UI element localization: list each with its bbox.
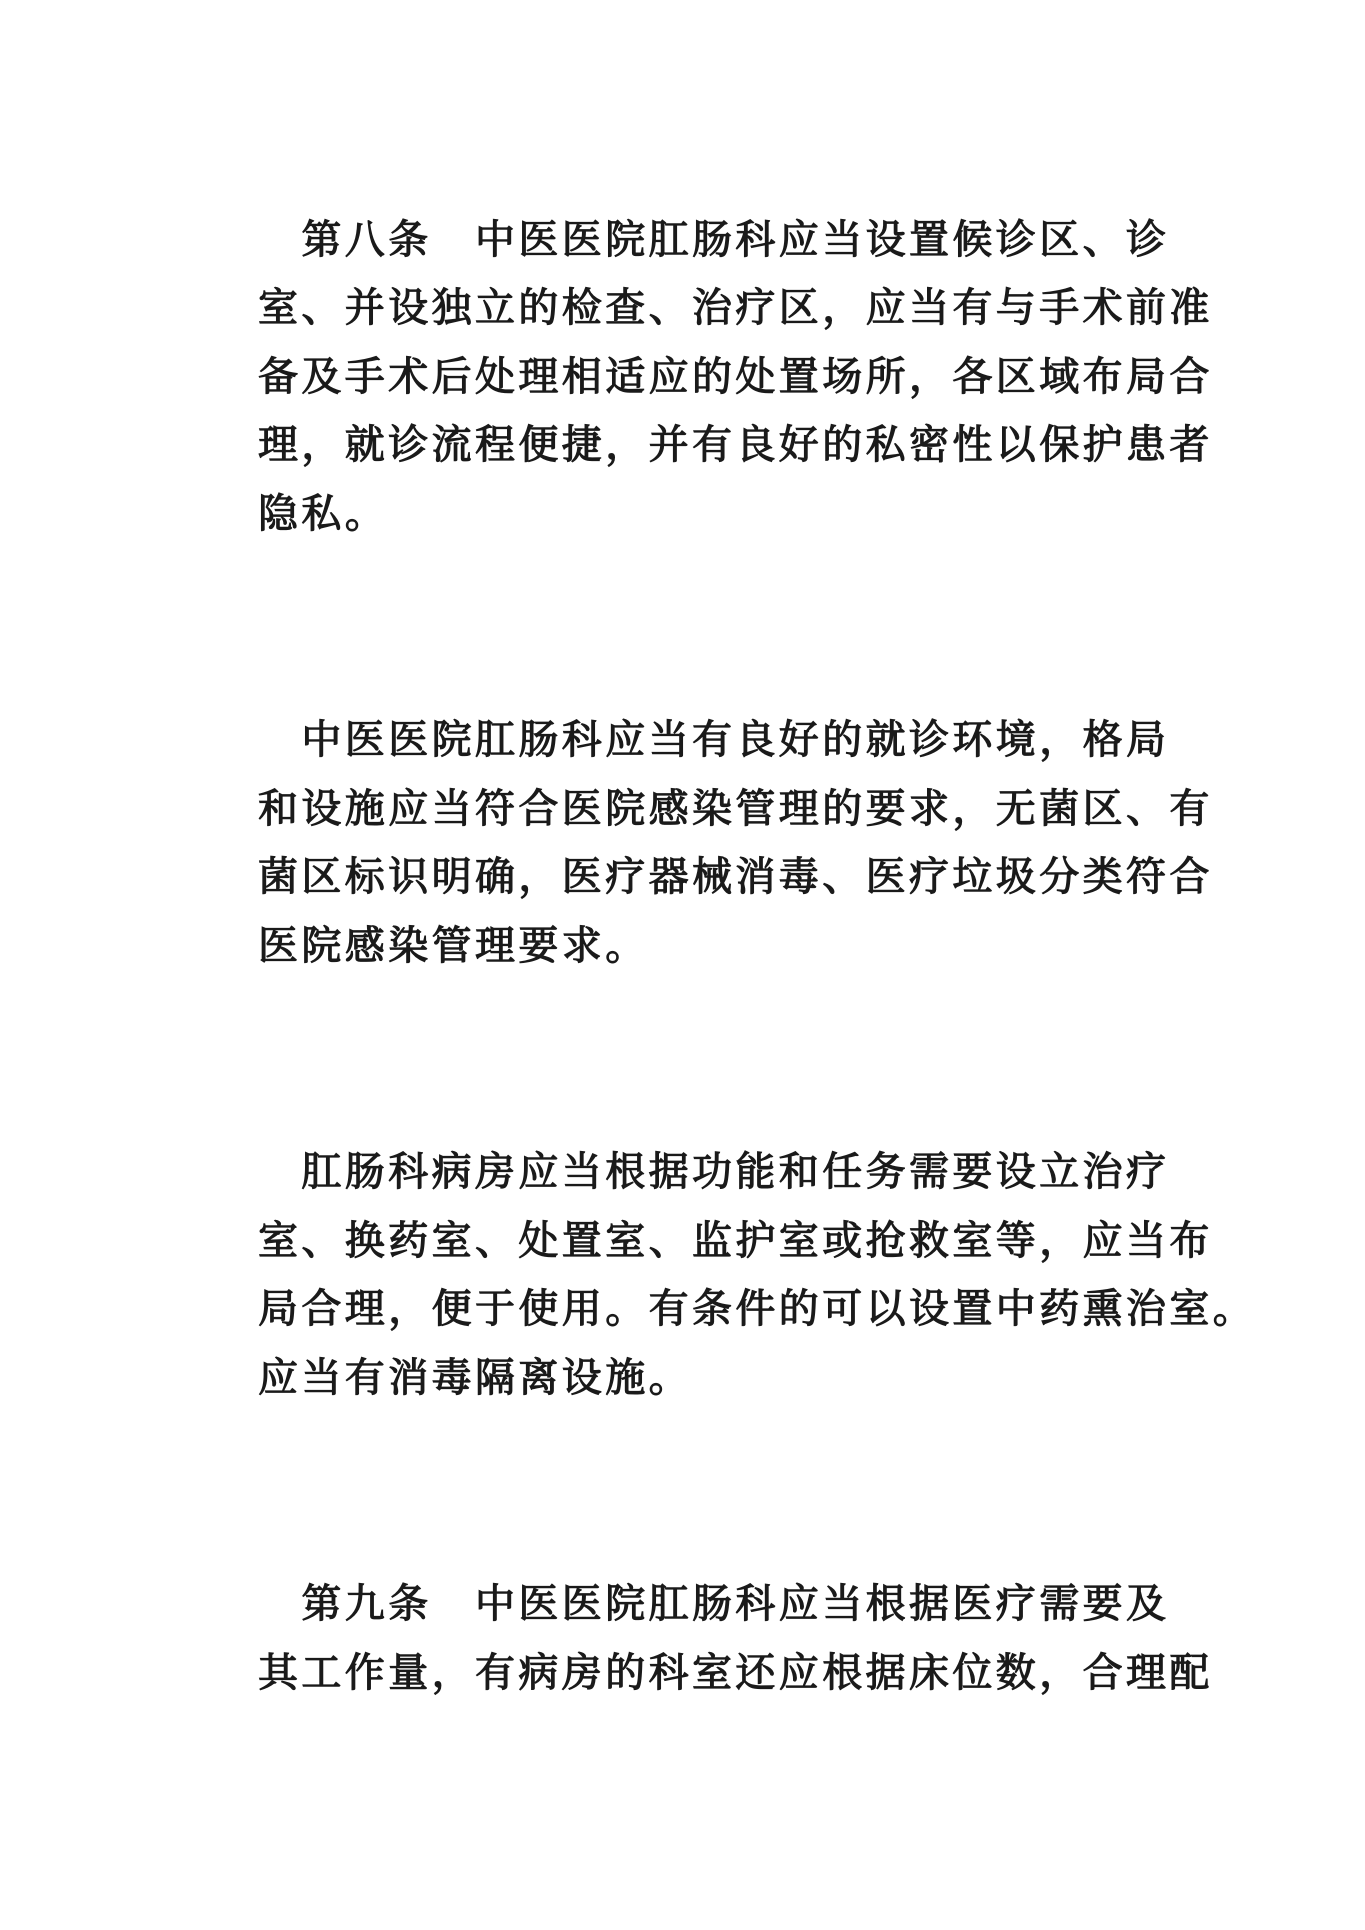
text-line: 中医医院肛肠科应当有良好的就诊环境，格局 [258, 716, 1170, 763]
text-line: 局合理，便于使用。有条件的可以设置中药熏治室。 [258, 1285, 1257, 1332]
text-line: 理，就诊流程便捷，并有良好的私密性以保护患者 [258, 421, 1213, 468]
text-line: 第八条 中医医院肛肠科应当设置候诊区、诊 [258, 216, 1170, 263]
text-line: 其工作量，有病房的科室还应根据床位数，合理配 [258, 1649, 1213, 1696]
text-line: 室、换药室、处置室、监护室或抢救室等，应当布 [258, 1217, 1213, 1264]
text-line: 肛肠科病房应当根据功能和任务需要设立治疗 [258, 1148, 1170, 1195]
text-line: 应当有消毒隔离设施。 [258, 1354, 692, 1401]
text-line: 和设施应当符合医院感染管理的要求，无菌区、有 [258, 785, 1213, 832]
text-line: 菌区标识明确，医疗器械消毒、医疗垃圾分类符合 [258, 853, 1213, 900]
text-line: 隐私。 [258, 490, 389, 537]
text-line: 第九条 中医医院肛肠科应当根据医疗需要及 [258, 1580, 1170, 1627]
text-line: 备及手术后处理相适应的处置场所，各区域布局合 [258, 353, 1213, 400]
text-line: 医院感染管理要求。 [258, 922, 649, 969]
text-line: 室、并设独立的检查、治疗区，应当有与手术前准 [258, 284, 1213, 331]
